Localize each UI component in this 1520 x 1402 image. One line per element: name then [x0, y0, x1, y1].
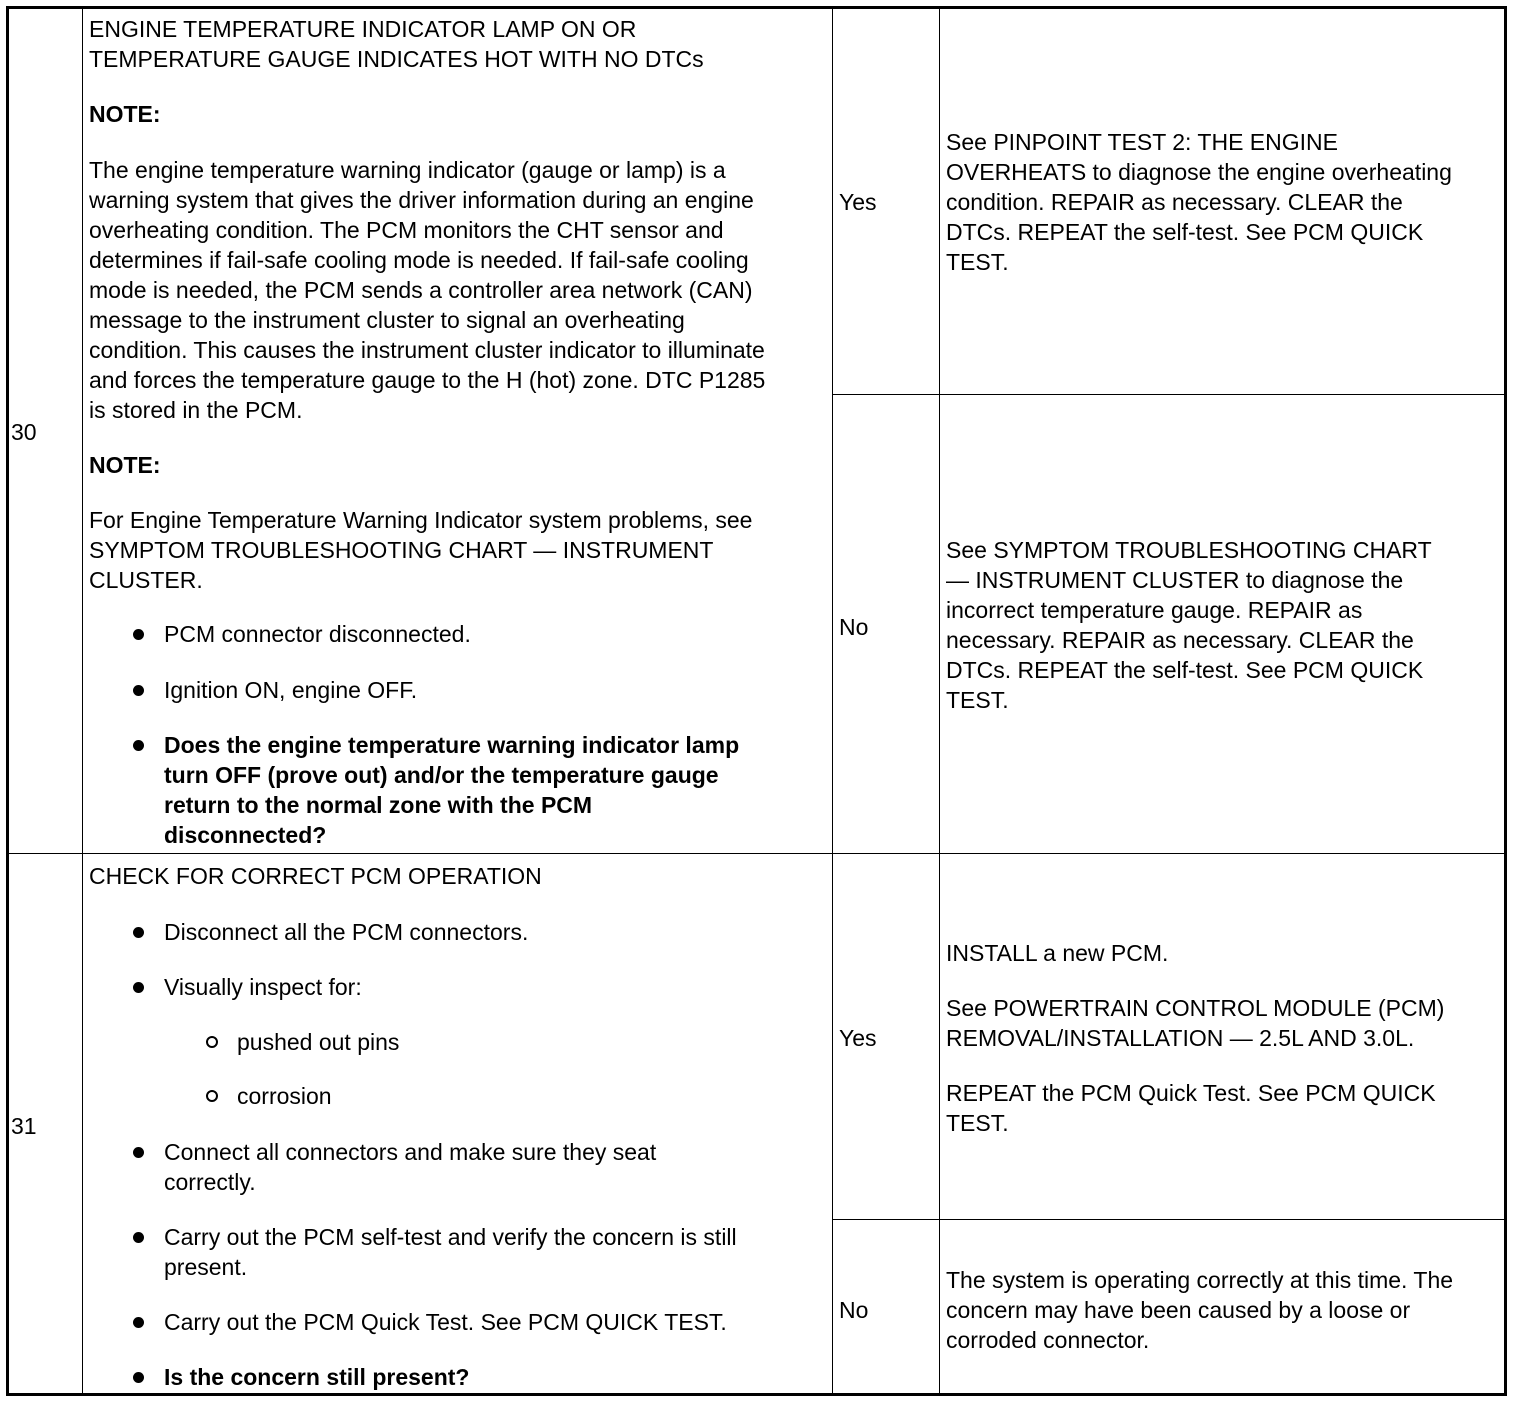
step-number: 30	[11, 419, 37, 445]
column-divider	[82, 8, 83, 1394]
action-line: incorrect temperature gauge. REPAIR as	[946, 597, 1363, 623]
note-line: determines if fail-safe cooling mode is needed. If fail-safe cooling	[89, 247, 749, 273]
no-label: No	[839, 1297, 869, 1323]
yes-label: Yes	[839, 189, 877, 215]
note-line: The engine temperature warning indicator (gauge or lamp) is a	[89, 157, 726, 183]
column-divider	[939, 8, 940, 1394]
action-line: See PINPOINT TEST 2: THE ENGINE	[946, 129, 1338, 155]
action-line: — INSTRUMENT CLUSTER to diagnose the	[946, 567, 1404, 593]
bullet-icon	[133, 982, 144, 993]
title-line: TEMPERATURE GAUGE INDICATES HOT WITH NO DTCs	[89, 46, 704, 72]
row-divider	[832, 394, 1505, 395]
note-line: For Engine Temperature Warning Indicator system problems, see	[89, 507, 753, 533]
action-line: REPEAT the PCM Quick Test. See PCM QUICK	[946, 1080, 1436, 1106]
action-line: concern may have been caused by a loose or	[946, 1297, 1411, 1323]
action-line: See SYMPTOM TROUBLESHOOTING CHART	[946, 537, 1432, 563]
bullet-icon	[133, 629, 144, 640]
note-line: condition. This causes the instrument cluster indicator to illuminate	[89, 337, 765, 363]
note-line: mode is needed, the PCM sends a controller area network (CAN)	[89, 277, 753, 303]
note-line: message to the instrument cluster to signal an overheating	[89, 307, 685, 333]
sub-bullet-icon	[206, 1090, 218, 1102]
bullet-item: Carry out the PCM Quick Test. See PCM QUICK TEST.	[164, 1309, 727, 1335]
action-line: TEST.	[946, 1110, 1009, 1136]
bullet-item: correctly.	[164, 1169, 256, 1195]
note-label: NOTE:	[89, 452, 161, 478]
bullet-item: Ignition ON, engine OFF.	[164, 677, 418, 703]
note-line: SYMPTOM TROUBLESHOOTING CHART — INSTRUMENT	[89, 537, 714, 563]
question-line: turn OFF (prove out) and/or the temperature gauge	[164, 762, 719, 788]
note-line: CLUSTER.	[89, 567, 203, 593]
bullet-item: Visually inspect for:	[164, 974, 362, 1000]
action-line: necessary. REPAIR as necessary. CLEAR the	[946, 627, 1414, 653]
action-line: INSTALL a new PCM.	[946, 940, 1169, 966]
column-divider	[832, 8, 833, 1394]
bullet-item: Carry out the PCM self-test and verify the concern is still	[164, 1224, 737, 1250]
row-divider	[8, 853, 1505, 854]
bullet-icon	[133, 1372, 144, 1383]
action-line: condition. REPAIR as necessary. CLEAR the	[946, 189, 1403, 215]
question: Is the concern still present?	[164, 1364, 470, 1390]
row-divider	[832, 1219, 1505, 1220]
action-line: corroded connector.	[946, 1327, 1150, 1353]
question-line: disconnected?	[164, 822, 327, 848]
question-line: return to the normal zone with the PCM	[164, 792, 593, 818]
yes-label: Yes	[839, 1025, 877, 1051]
note-line: overheating condition. The PCM monitors the CHT sensor and	[89, 217, 724, 243]
bullet-item: Disconnect all the PCM connectors.	[164, 919, 529, 945]
title-line: ENGINE TEMPERATURE INDICATOR LAMP ON OR	[89, 16, 637, 42]
action-line: See POWERTRAIN CONTROL MODULE (PCM)	[946, 995, 1445, 1021]
note-line: warning system that gives the driver information during an engine	[89, 187, 754, 213]
bullet-icon	[133, 740, 144, 751]
action-line: The system is operating correctly at this time. The	[946, 1267, 1454, 1293]
no-label: No	[839, 614, 869, 640]
bullet-item: Connect all connectors and make sure they seat	[164, 1139, 657, 1165]
note-line: and forces the temperature gauge to the H (hot) zone. DTC P1285	[89, 367, 766, 393]
question-line: Does the engine temperature warning indicator lamp	[164, 732, 740, 758]
step-title: CHECK FOR CORRECT PCM OPERATION	[89, 863, 542, 889]
bullet-icon	[133, 1147, 144, 1158]
action-line: REMOVAL/INSTALLATION — 2.5L AND 3.0L.	[946, 1025, 1415, 1051]
bullet-item: present.	[164, 1254, 248, 1280]
note-line: is stored in the PCM.	[89, 397, 303, 423]
sub-item: pushed out pins	[237, 1029, 400, 1055]
bullet-icon	[133, 1232, 144, 1243]
action-line: DTCs. REPEAT the self-test. See PCM QUICK	[946, 657, 1424, 683]
action-line: TEST.	[946, 249, 1009, 275]
bullet-icon	[133, 1317, 144, 1328]
action-line: OVERHEATS to diagnose the engine overheating	[946, 159, 1452, 185]
bullet-icon	[133, 685, 144, 696]
bullet-icon	[133, 927, 144, 938]
sub-bullet-icon	[206, 1036, 218, 1048]
step-number: 31	[11, 1113, 37, 1139]
bullet-item: PCM connector disconnected.	[164, 621, 471, 647]
action-line: DTCs. REPEAT the self-test. See PCM QUICK	[946, 219, 1424, 245]
action-line: TEST.	[946, 687, 1009, 713]
note-label: NOTE:	[89, 101, 161, 127]
sub-item: corrosion	[237, 1083, 332, 1109]
